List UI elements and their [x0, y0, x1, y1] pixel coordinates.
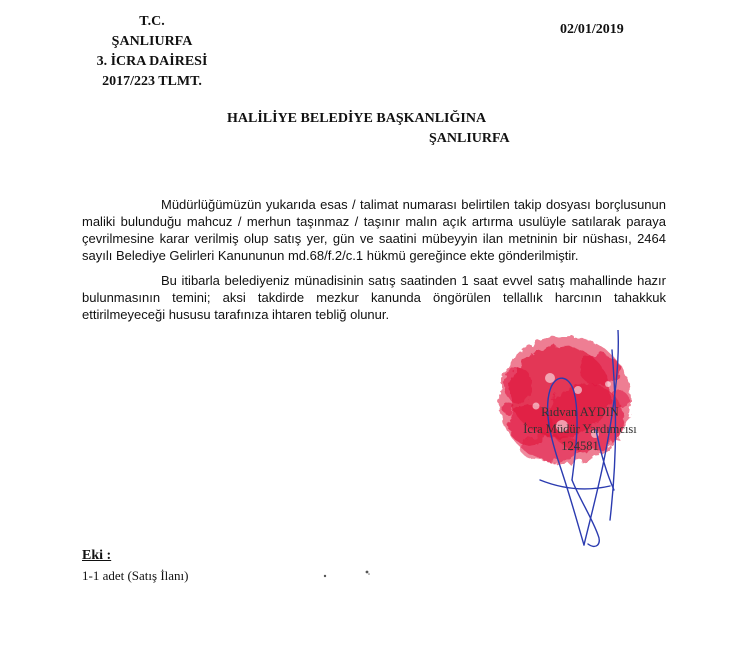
signer-block — [490, 404, 670, 455]
attachment-item: 1-1 adet (Satış İlanı) — [82, 568, 189, 583]
letter-body — [82, 196, 666, 323]
header-line-file-number: 2017/223 TLMT. — [102, 74, 202, 89]
signer-name: Rıdvan AYDIN — [541, 405, 619, 419]
attachments-title: Eki : — [82, 548, 112, 563]
signer-number: 124581 — [561, 439, 599, 453]
body-paragraph-2: Bu itibarla belediyeniz münadisinin satış saatinden 1 saat evvel satış mahallinde hazır bulunmasının temini; aksi takdirde mezkur kanunda öngörülen tellallık harcının tahakkuk ettirilmeyeceği hususu tarafınıza ihtaren tebliğ olunur. — [82, 273, 666, 322]
addressee-city: ŞANLIURFA — [429, 131, 510, 146]
header-line-country: T.C. — [139, 14, 165, 29]
addressee-title: HALİLİYE BELEDİYE BAŞKANLIĞINA — [227, 111, 487, 126]
issuer-header — [82, 12, 222, 92]
body-paragraph-1: Müdürlüğümüzün yukarıda esas / talimat numarası belirtilen takip dosyası borçlusunun maliki bulunduğu mahcuz / merhun taşınmaz / taşınır malın açık artırma usulüyle satılarak paraya çevrilmesine karar verilmiş olup satış yer, gün ve saatini mübeyyin ilan metninin bir nüshası, 2464 sayılı Belediye Gelirleri Kanununun md.68/f.2/c.1 hükmü gereğince ekte gönderilmiştir. — [82, 197, 666, 263]
scan-specks — [318, 566, 378, 582]
header-line-office: 3. İCRA DAİRESİ — [96, 54, 208, 69]
header-line-city: ŞANLIURFA — [111, 34, 193, 49]
signer-title: İcra Müdür Yardımcısı — [523, 422, 637, 436]
document-date: 02/01/2019 — [560, 22, 624, 37]
